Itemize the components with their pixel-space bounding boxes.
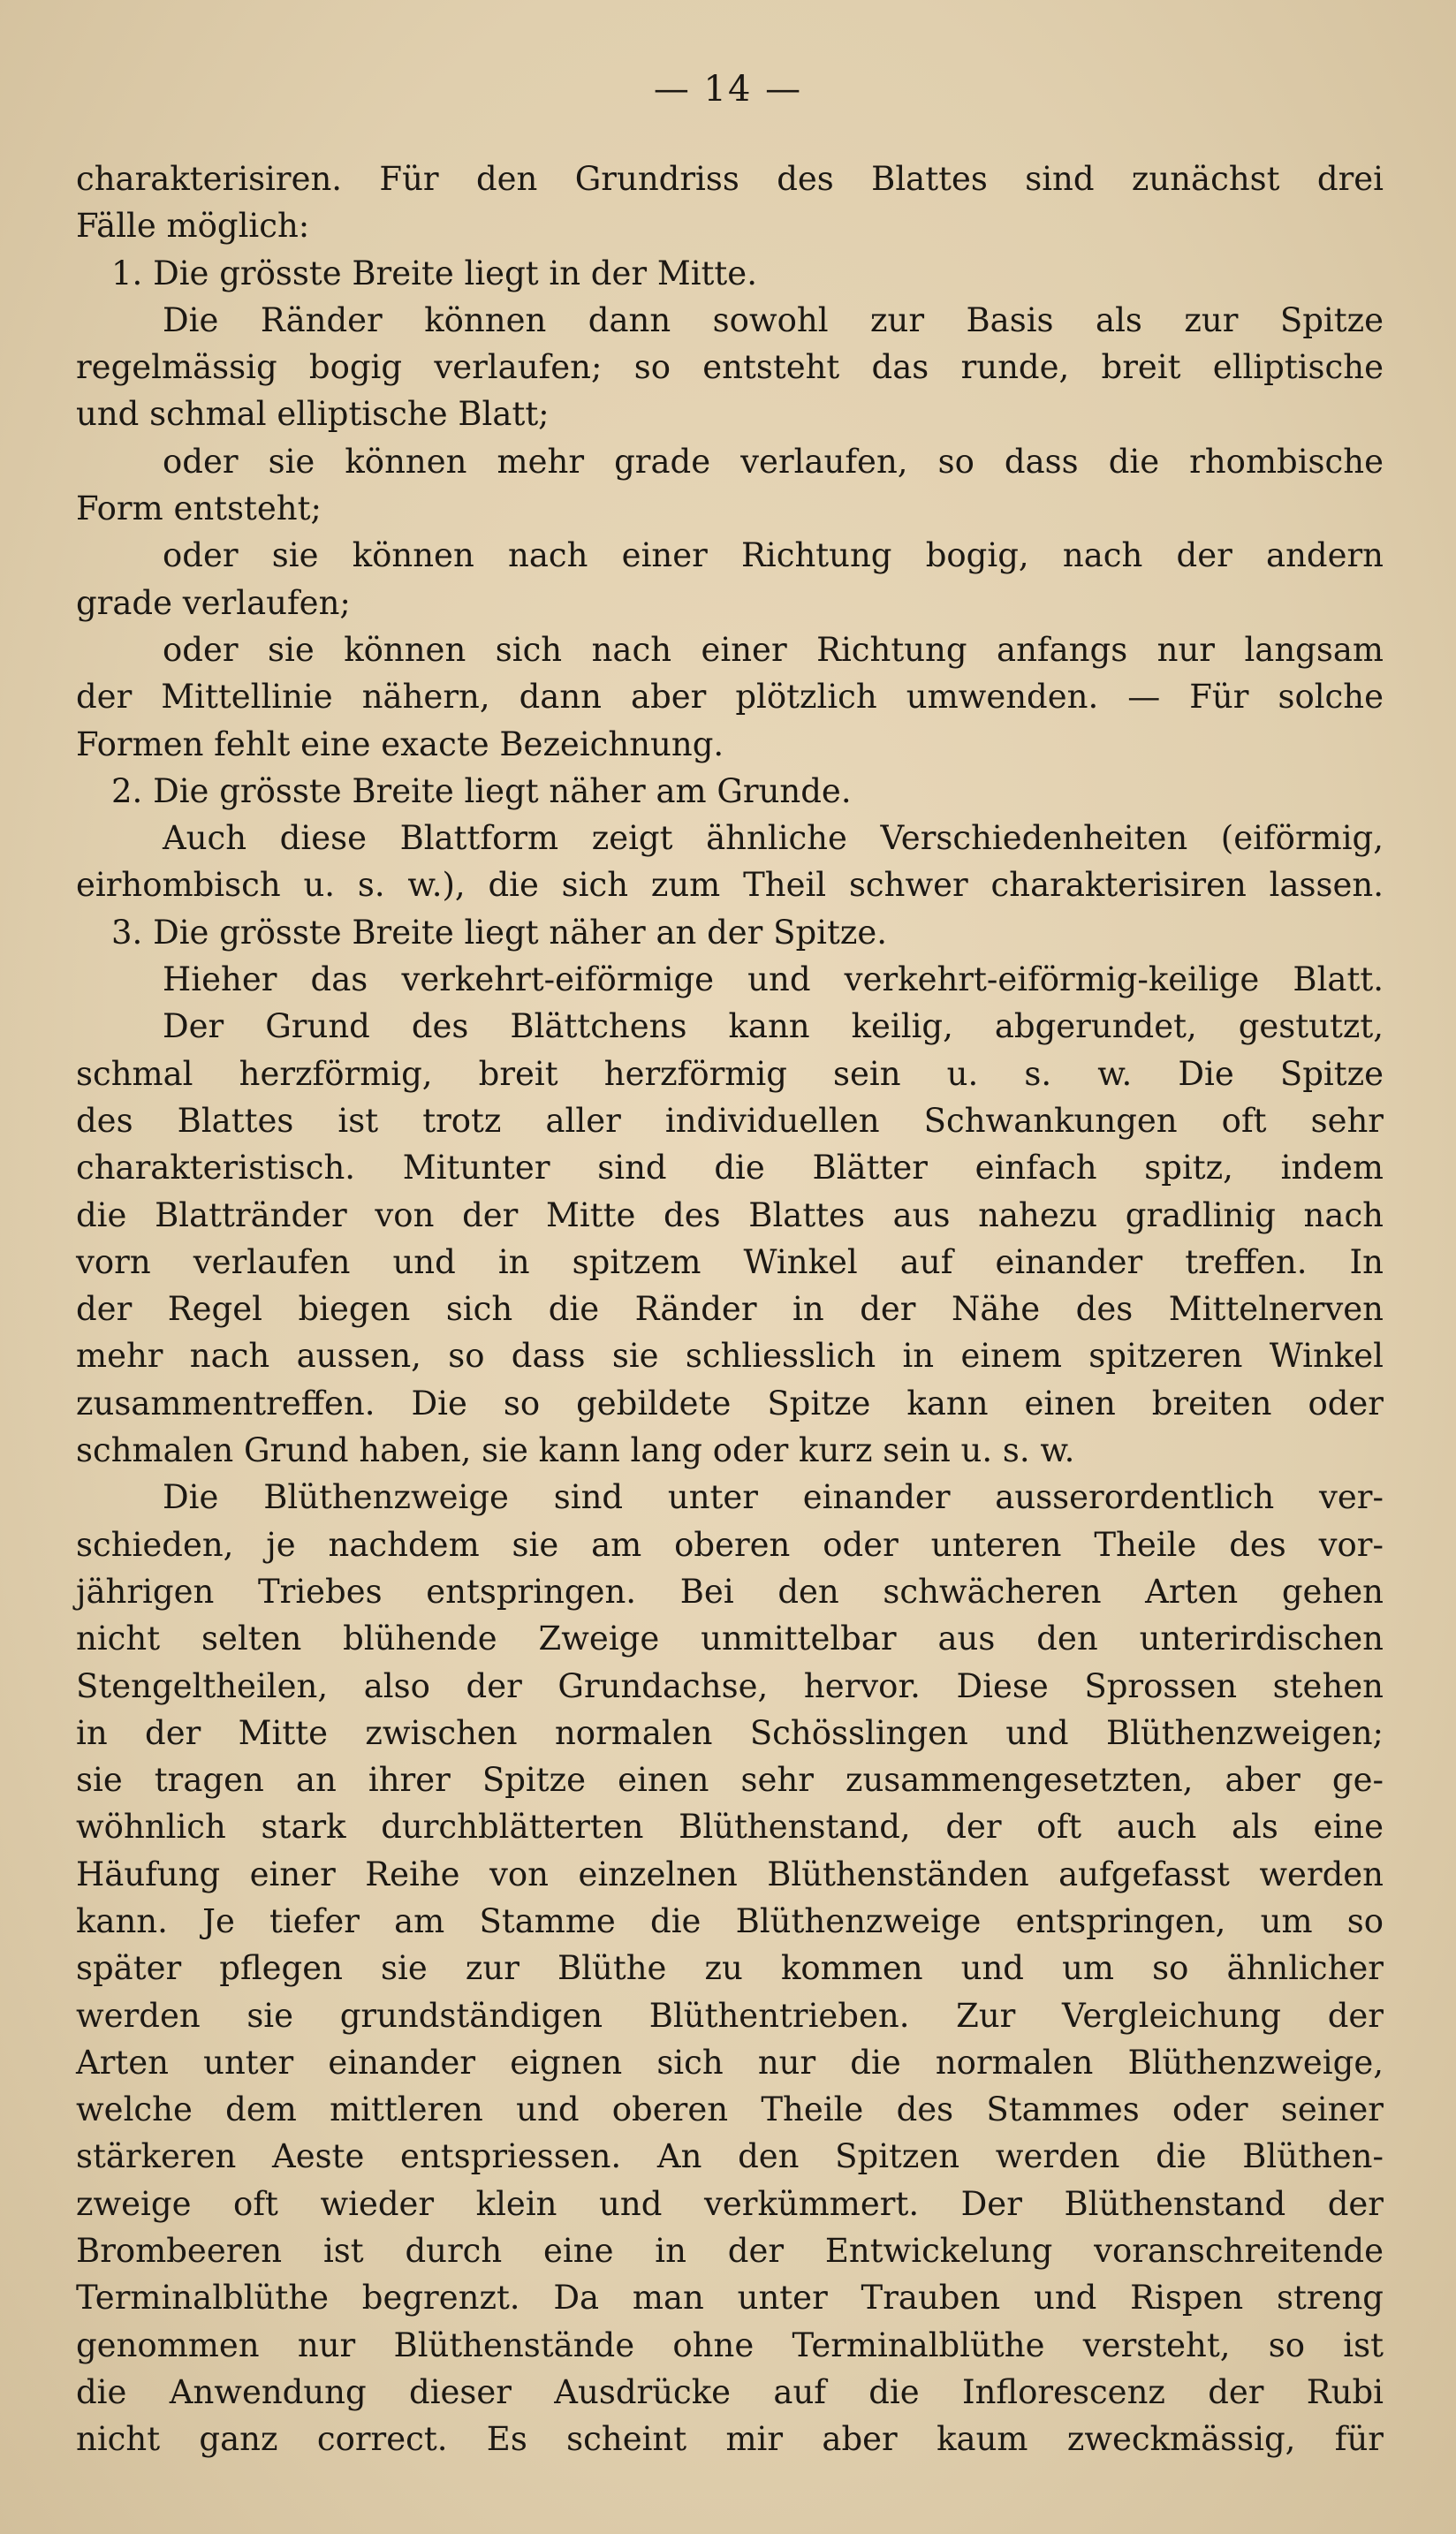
text-line: später pflegen sie zur Blüthe zu kommen und um so ähnlicher	[76, 1949, 1384, 1988]
text-line: kann. Je tiefer am Stamme die Blüthenzweige entspringen, um so	[76, 1901, 1384, 1940]
text-line: des Blattes ist trotz aller individuellen Schwankungen oft sehr	[76, 1101, 1384, 1140]
text-line: Die Blüthenzweige sind unter einander ausserordentlich ver-	[163, 1478, 1384, 1517]
text-line: werden sie grundständigen Blüthentrieben. Zur Vergleichung der	[76, 1996, 1384, 2035]
text-line: welche dem mittleren und oberen Theile des Stammes oder seiner	[76, 2090, 1384, 2129]
text-line: der Regel biegen sich die Ränder in der Nähe des Mittelnerven	[76, 1290, 1384, 1329]
text-line: mehr nach aussen, so dass sie schliesslich in einem spitzeren Winkel	[76, 1337, 1384, 1376]
text-line: Stengeltheilen, also der Grundachse, hervor. Diese Sprossen stehen	[76, 1666, 1384, 1705]
text-line: und schmal elliptische Blatt;	[76, 395, 550, 434]
text-line: regelmässig bogig verlaufen; so entsteht das runde, breit elliptische	[76, 348, 1384, 387]
text-line: Auch diese Blattform zeigt ähnliche Verschiedenheiten (eiförmig,	[163, 819, 1384, 858]
text-line: Fälle möglich:	[76, 207, 310, 246]
text-line: vorn verlaufen und in spitzem Winkel auf einander treffen. In	[76, 1242, 1384, 1281]
text-line: der Mittellinie nähern, dann aber plötzlich umwenden. — Für solche	[76, 678, 1384, 717]
text-line: in der Mitte zwischen normalen Schösslingen und Blüthenzweigen;	[76, 1713, 1384, 1752]
text-line: schmalen Grund haben, sie kann lang oder kurz sein u. s. w.	[76, 1431, 1075, 1470]
text-line: 2. Die grösste Breite liegt näher am Grunde.	[111, 771, 852, 810]
text-line: oder sie können sich nach einer Richtung anfangs nur langsam	[163, 630, 1384, 669]
text-line: grade verlaufen;	[76, 583, 351, 622]
text-line: schieden, je nachdem sie am oberen oder unteren Theile des vor-	[76, 1525, 1384, 1564]
body-text	[76, 156, 1384, 2463]
text-line: Der Grund des Blättchens kann keilig, abgerundet, gestutzt,	[163, 1007, 1384, 1046]
text-line: oder sie können nach einer Richtung bogig, nach der andern	[163, 536, 1384, 575]
text-line: 3. Die grösste Breite liegt näher an der Spitze.	[111, 913, 888, 952]
text-line: charakteristisch. Mitunter sind die Blätter einfach spitz, indem	[76, 1149, 1384, 1187]
text-line: Form entsteht;	[76, 489, 322, 528]
text-line: Die Ränder können dann sowohl zur Basis als zur Spitze	[163, 300, 1384, 339]
text-line: Arten unter einander eignen sich nur die normalen Blüthenzweige,	[76, 2043, 1384, 2082]
text-line: stärkeren Aeste entspriessen. An den Spitzen werden die Blüthen-	[76, 2137, 1384, 2176]
text-line: Häufung einer Reihe von einzelnen Blüthenständen aufgefasst werden	[76, 1855, 1384, 1893]
text-line: zweige oft wieder klein und verkümmert. Der Blüthenstand der	[76, 2184, 1384, 2223]
text-line: nicht selten blühende Zweige unmittelbar aus den unterirdischen	[76, 1620, 1384, 1658]
text-line: Brombeeren ist durch eine in der Entwickelung voranschreitende	[76, 2232, 1384, 2271]
text-line: schmal herzförmig, breit herzförmig sein u. s. w. Die Spitze	[76, 1054, 1384, 1093]
text-line: jährigen Triebes entspringen. Bei den schwächeren Arten gehen	[76, 1572, 1384, 1611]
text-line: wöhnlich stark durchblätterten Blüthenstand, der oft auch als eine	[76, 1808, 1384, 1847]
text-line: zusammentreffen. Die so gebildete Spitze kann einen breiten oder	[76, 1384, 1384, 1423]
text-line: die Anwendung dieser Ausdrücke auf die Inflorescenz der Rubi	[76, 2372, 1384, 2411]
text-line: sie tragen an ihrer Spitze einen sehr zusammengesetzten, aber ge-	[76, 1761, 1384, 1800]
text-line: nicht ganz correct. Es scheint mir aber kaum zweckmässig, für	[76, 2420, 1384, 2459]
page-number: — 14 —	[653, 69, 803, 110]
text-line: eirhombisch u. s. w.), die sich zum Theil schwer charakterisiren lassen.	[76, 866, 1384, 905]
text-line: Hieher das verkehrt-eiförmige und verkehrt-eiförmig-keilige Blatt.	[163, 960, 1384, 999]
text-line: oder sie können mehr grade verlaufen, so dass die rhombische	[163, 442, 1384, 481]
text-line: Formen fehlt eine exacte Bezeichnung.	[76, 725, 724, 763]
text-line: genommen nur Blüthenstände ohne Terminalblüthe versteht, so ist	[76, 2325, 1384, 2364]
text-line: die Blattränder von der Mitte des Blattes aus nahezu gradlinig nach	[76, 1195, 1384, 1234]
text-line: Terminalblüthe begrenzt. Da man unter Trauben und Rispen streng	[76, 2279, 1384, 2318]
text-line: charakterisiren. Für den Grundriss des Blattes sind zunächst drei	[76, 160, 1384, 198]
text-line: 1. Die grösste Breite liegt in der Mitte.	[111, 254, 757, 292]
